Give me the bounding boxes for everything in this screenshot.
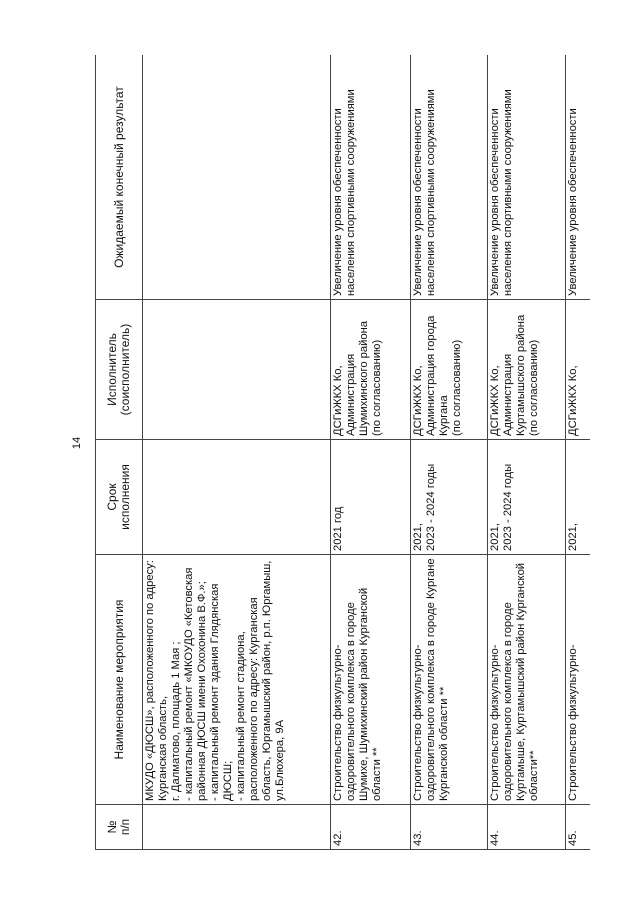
cell-result: Увеличение уровня обеспеченности [566, 55, 591, 300]
table-row [488, 55, 566, 850]
cell-name: Строительство физкультурно-оздоровительного комплекса в городе Кургане Курганской области ** [411, 555, 488, 805]
cell-name: Строительство физкультурно-оздоровительного комплекса в городе Шумихе, Шумихинский район Курганской области ** [331, 555, 411, 805]
cell-name: Строительство физкультурно- [566, 555, 591, 805]
cell-executor: ДСГиЖКХ Ко, [566, 300, 591, 440]
cell-term: 2021 год [331, 440, 411, 555]
cell-executor: ДСГиЖКХ Ко, Администрация города Кургана (по согласованию) [411, 300, 488, 440]
table-row [566, 55, 591, 850]
rotated-table-container [95, 55, 590, 850]
header-executor: Исполнитель (соисполнитель) [96, 300, 143, 440]
cell-term: 2021, 2023 - 2024 годы [411, 440, 488, 555]
cell-num: 43. [411, 805, 488, 850]
cell-result [143, 55, 331, 300]
page-number: 14 [71, 436, 84, 450]
cell-result: Увеличение уровня обеспеченности населения спортивными сооружениями [488, 55, 566, 300]
table-row [411, 55, 488, 850]
table-row-continuation [143, 55, 331, 850]
header-num: № п/п [96, 805, 143, 850]
header-result: Ожидаемый конечный результат [96, 55, 143, 300]
table-header-row [96, 55, 143, 850]
cell-num: 45. [566, 805, 591, 850]
measures-table [95, 55, 590, 850]
table-row [331, 55, 411, 850]
cell-num: 44. [488, 805, 566, 850]
cell-executor: ДСГиЖКХ Ко, Администрация Шумихинского района (по согласованию) [331, 300, 411, 440]
cell-name: Строительство физкультурно-оздоровительного комплекса в городе Куртамыше, Куртамышский район Курганской области** [488, 555, 566, 805]
cell-term: 2021, [566, 440, 591, 555]
cell-executor [143, 300, 331, 440]
cell-result: Увеличение уровня обеспеченности населения спортивными сооружениями [411, 55, 488, 300]
cell-executor: ДСГиЖКХ Ко, Администрация Куртамышского района (по согласованию) [488, 300, 566, 440]
cell-name: МКУДО «ДЮСШ», расположенного по адресу: Курганская область, г. Далматово, площадь 1 Мая ; - капитальный ремонт «МКОУДО «Кетовская районная ДЮСШ имени Охохонина В.Ф.»; - капитальный ремонт здания Глядянская ДЮСШ; - капитальный ремонт стадиона, расположенного по адресу: Курганская область, Юргамышский район, р.п. Юргамыш, ул.Блюхера, 9А [143, 555, 331, 805]
cell-result: Увеличение уровня обеспеченности населения спортивными сооружениями [331, 55, 411, 300]
header-term: Срок исполнения [96, 440, 143, 555]
header-name: Наименование мероприятия [96, 555, 143, 805]
cell-num [143, 805, 331, 850]
cell-term [143, 440, 331, 555]
cell-term: 2021, 2023 - 2024 годы [488, 440, 566, 555]
cell-num: 42. [331, 805, 411, 850]
